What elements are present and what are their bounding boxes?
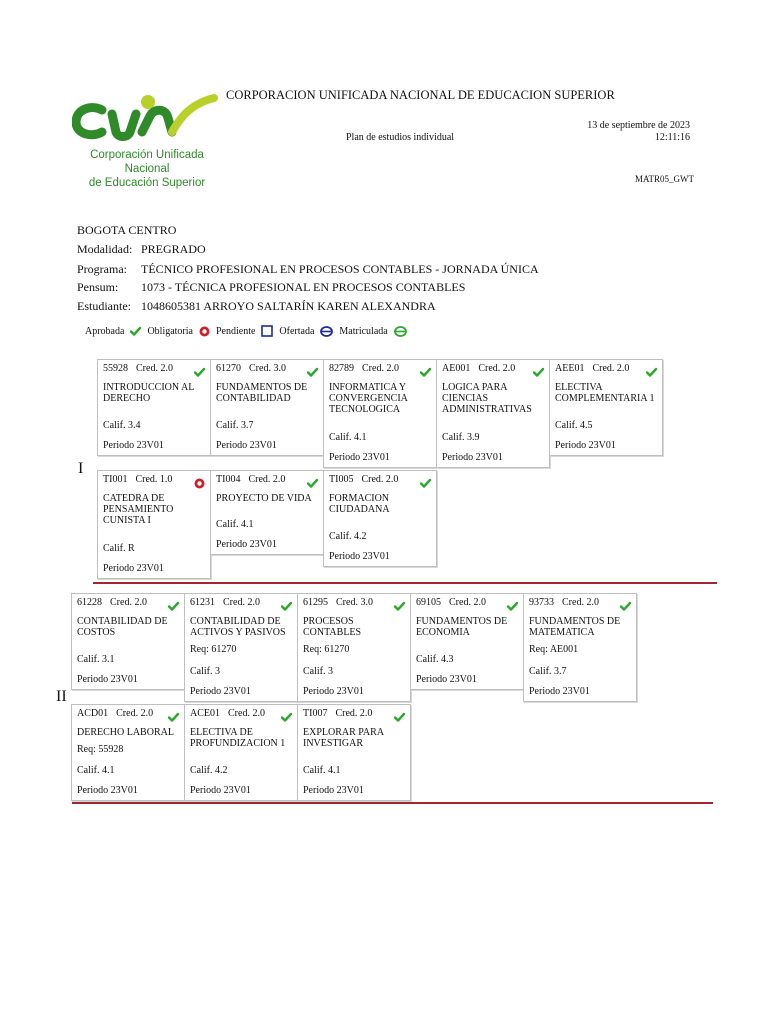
course-card-93733[interactable]	[523, 593, 637, 702]
course-grade: Calif. 4.1	[216, 519, 254, 530]
course-name: FUNDAMENTOS DE MATEMATICA	[529, 616, 621, 638]
course-header	[103, 363, 205, 374]
course-period: Periodo 23V01	[555, 440, 616, 451]
course-header	[329, 474, 431, 485]
course-code: 61270	[216, 363, 241, 374]
course-requirement: Req: 61270	[303, 644, 350, 655]
course-name: FUNDAMENTOS DE ECONOMIA	[416, 616, 508, 638]
course-card-61270[interactable]	[210, 359, 324, 456]
course-code: TI007	[303, 708, 328, 719]
course-credits: Cred. 2.0	[449, 597, 486, 608]
course-credits: Cred. 2.0	[228, 708, 265, 719]
pensum-value: 1073 - TÉCNICA PROFESIONAL EN PROCESOS CONTABLES	[141, 280, 466, 294]
report-date: 13 de septiembre de 2023	[587, 120, 690, 131]
check-icon	[307, 478, 318, 489]
course-period: Periodo 23V01	[77, 785, 138, 796]
course-header	[442, 363, 544, 374]
course-code: 61295	[303, 597, 328, 608]
modalidad-label: Modalidad:	[77, 242, 133, 256]
course-header	[103, 474, 205, 485]
estudiante-row	[77, 299, 436, 314]
legend-obligatoria-label: Obligatoria	[147, 325, 193, 337]
check-icon	[420, 478, 431, 489]
course-requirement: Req: 55928	[77, 744, 124, 755]
course-name: DERECHO LABORAL	[77, 727, 174, 738]
course-name: ELECTIVA DE PROFUNDIZACION 1	[190, 727, 286, 749]
course-period: Periodo 23V01	[77, 674, 138, 685]
course-name: PROYECTO DE VIDA	[216, 493, 312, 504]
course-period: Periodo 23V01	[103, 563, 164, 574]
ofertada-icon	[320, 326, 333, 337]
modalidad-row	[77, 242, 206, 257]
course-grade: Calif. 4.1	[329, 432, 367, 443]
course-header	[555, 363, 657, 374]
course-credits: Cred. 2.0	[223, 597, 260, 608]
course-requirement: Req: 61270	[190, 644, 237, 655]
obligatoria-icon	[199, 326, 210, 337]
check-icon	[281, 601, 292, 612]
course-grade: Calif. 3.7	[216, 420, 254, 431]
cun-logo	[72, 88, 222, 189]
course-period: Periodo 23V01	[190, 686, 251, 697]
report-datetime	[560, 120, 690, 144]
legend-ofertada-label: Ofertada	[279, 325, 315, 337]
course-grade: Calif. 3.7	[529, 666, 567, 677]
course-card-82789[interactable]	[323, 359, 437, 468]
course-header	[216, 363, 318, 374]
course-code: TI005	[329, 474, 354, 485]
course-grade: Calif. 4.3	[416, 654, 454, 665]
course-code: 61228	[77, 597, 102, 608]
check-icon	[168, 712, 179, 723]
course-period: Periodo 23V01	[190, 785, 251, 796]
check-icon	[168, 601, 179, 612]
course-code: 93733	[529, 597, 554, 608]
course-code: 61231	[190, 597, 215, 608]
course-code: TI004	[216, 474, 241, 485]
course-grade: Calif. 3	[303, 666, 333, 677]
course-header	[416, 597, 518, 608]
campus: BOGOTA CENTRO	[77, 223, 177, 237]
course-card-ti004[interactable]	[210, 470, 324, 555]
course-period: Periodo 23V01	[329, 551, 390, 562]
course-grade: Calif. 3.4	[103, 420, 141, 431]
legend-aprobada-label: Aprobada	[85, 325, 125, 337]
course-card-61228[interactable]	[71, 593, 185, 690]
course-name: INFORMATICA Y CONVERGENCIA TECNOLOGICA	[329, 382, 408, 415]
course-name: EXPLORAR PARA INVESTIGAR	[303, 727, 384, 749]
course-grade: Calif. 4.5	[555, 420, 593, 431]
course-header	[303, 708, 405, 719]
course-card-55928[interactable]	[97, 359, 211, 456]
course-credits: Cred. 2.0	[362, 363, 399, 374]
legend-matriculada-label: Matriculada	[339, 325, 388, 337]
check-icon	[307, 367, 318, 378]
course-credits: Cred. 1.0	[135, 474, 173, 485]
course-header	[216, 474, 318, 485]
pensum-row	[77, 280, 465, 295]
course-grade: Calif. 3.1	[77, 654, 115, 665]
course-name: INTRODUCCION AL DERECHO	[103, 382, 195, 404]
check-icon	[130, 327, 141, 336]
course-card-ae001[interactable]	[436, 359, 550, 468]
course-header	[77, 708, 179, 719]
period-label-2: II	[56, 688, 67, 705]
course-header	[529, 597, 631, 608]
obligatoria-icon	[194, 478, 205, 489]
course-credits: Cred. 2.0	[335, 708, 373, 719]
course-period: Periodo 23V01	[303, 686, 364, 697]
pendiente-icon	[261, 325, 273, 337]
course-period: Periodo 23V01	[329, 452, 390, 463]
course-card-ti001[interactable]	[97, 470, 211, 579]
course-period: Periodo 23V01	[303, 785, 364, 796]
legend-pendiente-label: Pendiente	[215, 325, 256, 337]
programa-value: TÉCNICO PROFESIONAL EN PROCESOS CONTABLES - JORNADA ÚNICA	[141, 262, 539, 276]
course-credits: Cred. 2.0	[110, 597, 147, 608]
course-card-69105[interactable]	[410, 593, 524, 690]
period-separator-1	[93, 582, 717, 584]
period-label-1: I	[78, 460, 84, 477]
course-card-ace01[interactable]	[184, 704, 298, 801]
course-credits: Cred. 2.0	[361, 474, 399, 485]
course-credits: Cred. 2.0	[478, 363, 516, 374]
course-card-aee01[interactable]	[549, 359, 663, 456]
course-card-61295[interactable]	[297, 593, 411, 702]
course-period: Periodo 23V01	[442, 452, 503, 463]
course-name: ELECTIVA COMPLEMENTARIA 1	[555, 382, 655, 404]
course-code: 69105	[416, 597, 441, 608]
course-name: LOGICA PARA CIENCIAS ADMINISTRATIVAS	[442, 382, 532, 415]
course-credits: Cred. 3.0	[249, 363, 286, 374]
legend	[85, 325, 413, 337]
pensum-label: Pensum:	[77, 280, 119, 294]
check-icon	[420, 367, 431, 378]
course-card-ti007[interactable]	[297, 704, 411, 801]
course-code: ACE01	[190, 708, 220, 719]
course-header	[77, 597, 179, 608]
course-name: FUNDAMENTOS DE CONTABILIDAD	[216, 382, 308, 404]
institution-title: CORPORACION UNIFICADA NACIONAL DE EDUCACION SUPERIOR	[226, 88, 615, 102]
course-grade: Calif. 4.2	[190, 765, 228, 776]
course-grade: Calif. 3	[190, 666, 220, 677]
course-header	[190, 597, 292, 608]
report-time: 12:11:16	[654, 132, 690, 143]
course-code: 82789	[329, 363, 354, 374]
course-credits: Cred. 2.0	[592, 363, 630, 374]
programa-row	[77, 262, 539, 277]
programa-label: Programa:	[77, 262, 127, 276]
course-code: AEE01	[555, 363, 585, 374]
check-icon	[646, 367, 657, 378]
course-grade: Calif. 4.1	[77, 765, 115, 776]
logo-text-line1: Corporación Unificada Nacional	[90, 149, 204, 175]
course-code: TI001	[103, 474, 128, 485]
check-icon	[620, 601, 631, 612]
course-period: Periodo 23V01	[529, 686, 590, 697]
course-card-ti005[interactable]	[323, 470, 437, 567]
check-icon	[533, 367, 544, 378]
check-icon	[281, 712, 292, 723]
course-code: ACD01	[77, 708, 109, 719]
course-card-acd01[interactable]	[71, 704, 185, 801]
course-code: 55928	[103, 363, 128, 374]
course-credits: Cred. 2.0	[248, 474, 286, 485]
logo-text-line2: de Educación Superior	[88, 177, 206, 189]
course-requirement: Req: AE001	[529, 644, 579, 655]
course-grade: Calif. R	[103, 543, 135, 554]
course-name: FORMACION CIUDADANA	[329, 493, 390, 515]
legend-aprobada	[85, 326, 141, 337]
course-card-61231[interactable]	[184, 593, 298, 702]
cun-logo-mark	[72, 88, 222, 146]
check-icon	[394, 601, 405, 612]
report-code: MATR05_GWT	[635, 174, 694, 184]
course-header	[303, 597, 405, 608]
check-icon	[394, 712, 405, 723]
course-period: Periodo 23V01	[216, 539, 277, 550]
legend-pendiente	[216, 325, 273, 337]
course-name: CONTABILIDAD DE ACTIVOS Y PASIVOS	[190, 616, 286, 638]
check-icon	[194, 367, 205, 378]
course-credits: Cred. 2.0	[136, 363, 173, 374]
estudiante-label: Estudiante:	[77, 299, 131, 313]
course-name: PROCESOS CONTABLES	[303, 616, 362, 638]
check-icon	[507, 601, 518, 612]
period-separator-2	[72, 802, 713, 804]
course-name: CONTABILIDAD DE COSTOS	[77, 616, 168, 638]
course-grade: Calif. 3.9	[442, 432, 480, 443]
course-header	[190, 708, 292, 719]
course-code: AE001	[442, 363, 471, 374]
legend-obligatoria	[147, 326, 210, 337]
modalidad-value: PREGRADO	[141, 242, 206, 256]
course-period: Periodo 23V01	[103, 440, 164, 451]
course-credits: Cred. 2.0	[562, 597, 599, 608]
legend-ofertada	[279, 326, 333, 337]
course-credits: Cred. 3.0	[336, 597, 373, 608]
legend-matriculada	[339, 326, 406, 337]
course-grade: Calif. 4.2	[329, 531, 367, 542]
course-header	[329, 363, 431, 374]
matriculada-icon	[394, 326, 407, 337]
course-credits: Cred. 2.0	[116, 708, 154, 719]
report-subtitle: Plan de estudios individual	[346, 132, 455, 143]
course-period: Periodo 23V01	[216, 440, 277, 451]
course-period: Periodo 23V01	[416, 674, 477, 685]
course-name: CATEDRA DE PENSAMIENTO CUNISTA I	[103, 493, 174, 526]
course-grade: Calif. 4.1	[303, 765, 341, 776]
estudiante-value: 1048605381 ARROYO SALTARÍN KAREN ALEXANDRA	[141, 299, 436, 313]
